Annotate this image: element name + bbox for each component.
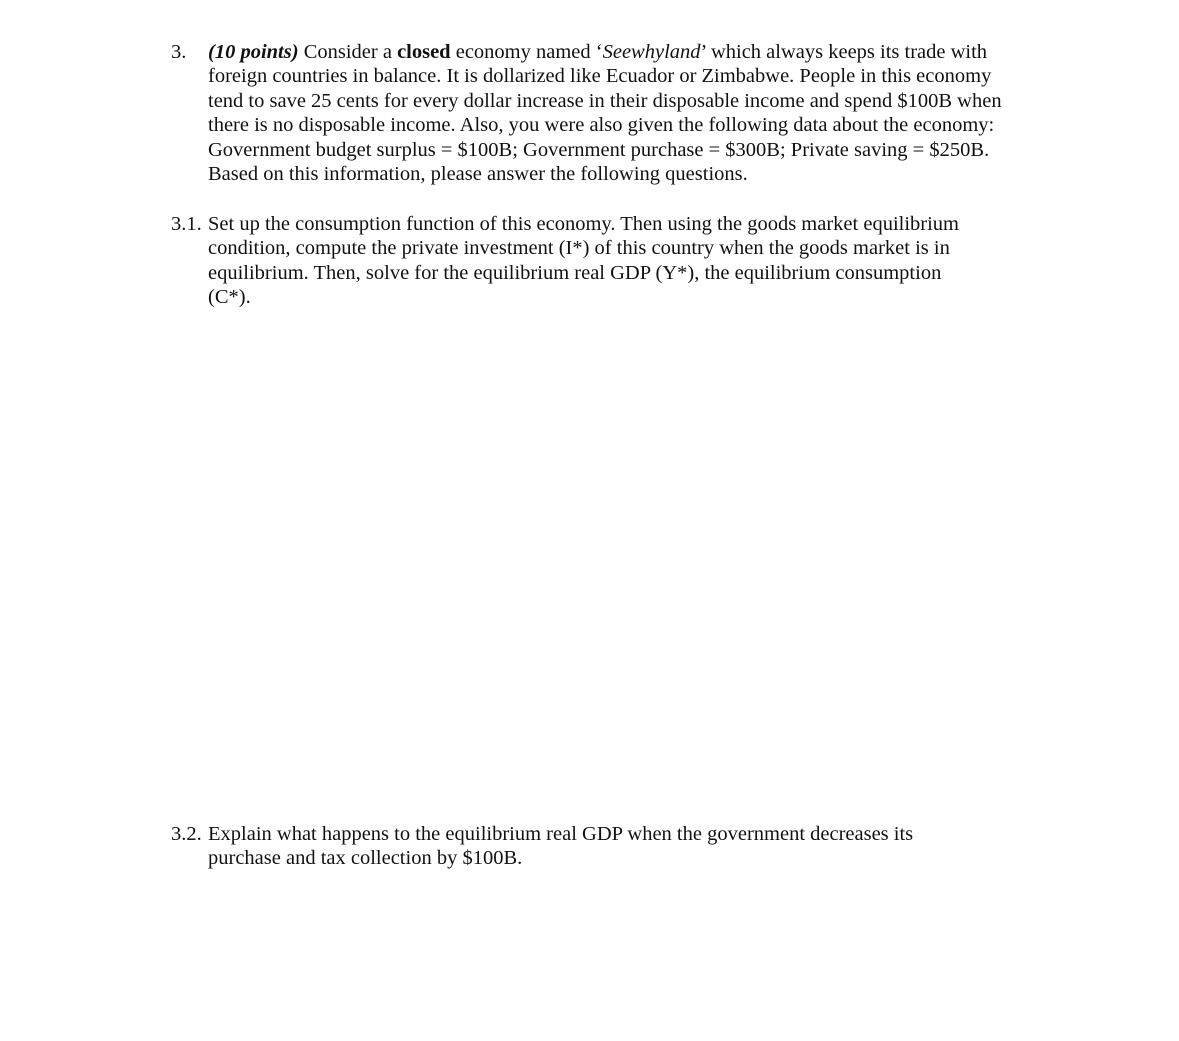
question-text: (10 points) Consider a closed economy named ‘Seewhyland’ which always keeps its trade with foreign countries in balance. It is dollarized like Ecuador or Zimbabwe. People in this economy tend to save 25 cents for every dollar increase in their disposable income and spend $100B when there is no disposable income. Also, you were also given the following data about the economy: Government budget surplus = $100B; Government purchase = $300B; Private saving = $250B. Based on this information, please answer the following questions. bbox=[208, 41, 1002, 186]
question-text: Explain what happens to the equilibrium real GDP when the government decreases its purchase and tax collection by $100B. bbox=[208, 823, 914, 870]
question-number: 3. bbox=[171, 41, 187, 63]
question-number: 3.1. bbox=[171, 213, 202, 235]
country-name: Seewhyland bbox=[602, 41, 701, 63]
question-number: 3.2. bbox=[171, 823, 202, 845]
question-text: Set up the consumption function of this economy. Then using the goods market equilibrium condition, compute the private investment (I*) of this country when the goods market is in equilibrium. Then, solve for the equilibrium real GDP (Y*), the equilibrium consumption (C*). bbox=[208, 213, 959, 309]
points-label: (10 points) bbox=[208, 41, 299, 63]
closed-keyword: closed bbox=[397, 41, 451, 63]
